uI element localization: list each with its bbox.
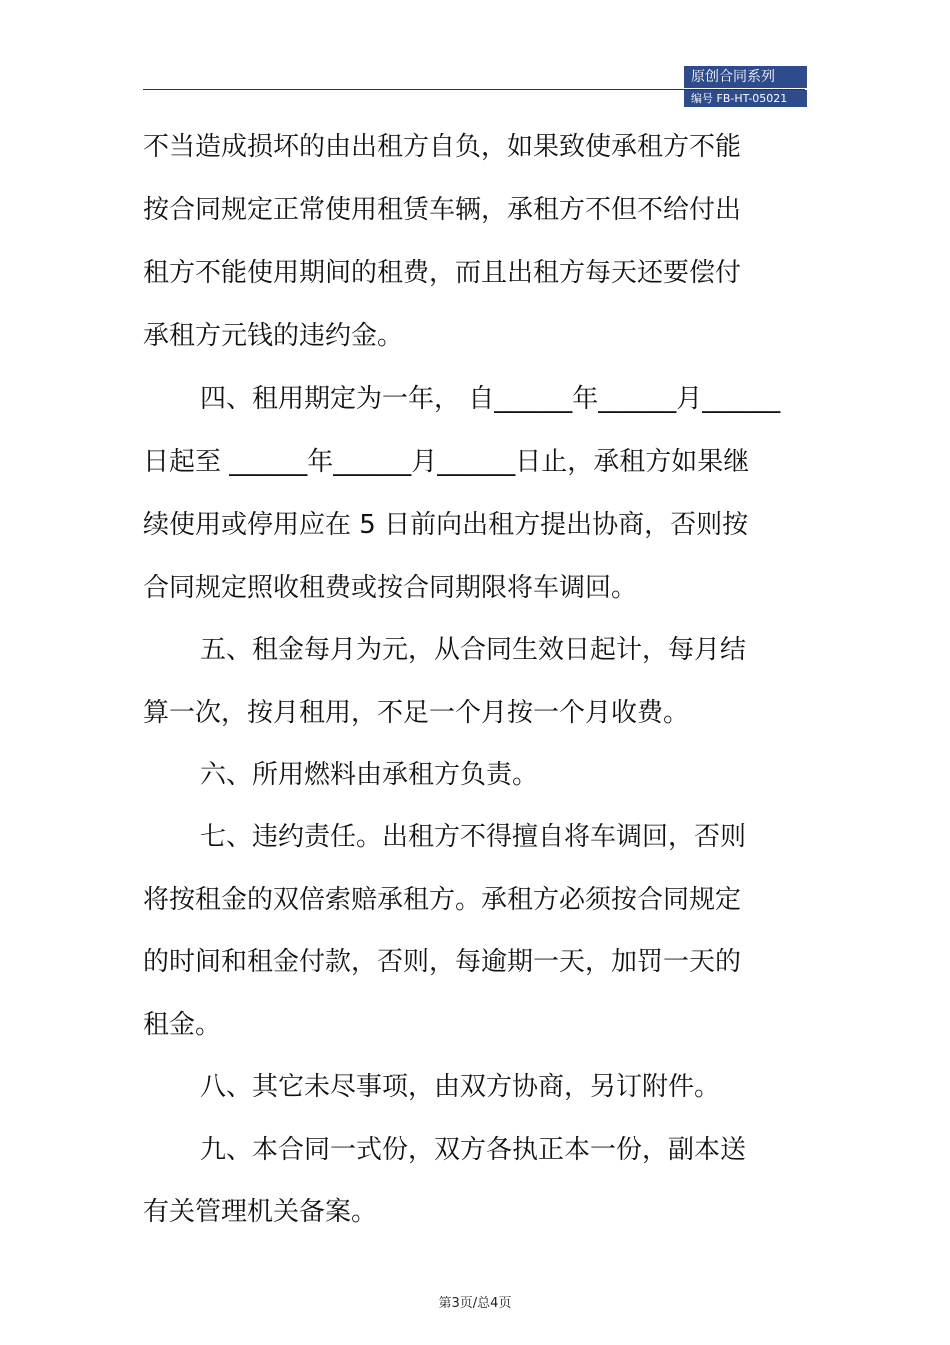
clause-8-start: 八、其它未尽事项，由双方协商，另订附件。 <box>200 1072 721 1102</box>
body-line: 租金。 <box>143 1010 222 1040</box>
body-line: 租方不能使用期间的租费，而且出租方每天还要偿付 <box>143 258 742 288</box>
body-line: 不当造成损坏的由出租方自负，如果致使承租方不能 <box>143 132 742 162</box>
body-line: 有关管理机关备案。 <box>143 1197 378 1227</box>
body-line: 日起至 ______年______月______日止，承租方如果继 <box>143 447 750 477</box>
page-number: 第3页/总4页 <box>438 1296 512 1311</box>
series-badge: 原创合同系列 <box>684 66 807 88</box>
clause-9-start: 九、本合同一式份，双方各执正本一份，副本送 <box>200 1135 747 1165</box>
document-code-badge: 编号 FB-HT-05021 <box>684 90 807 107</box>
body-line: 按合同规定正常使用租赁车辆，承租方不但不给付出 <box>143 195 742 225</box>
body-line: 续使用或停用应在 5 日前向出租方提出协商，否则按 <box>143 510 749 540</box>
body-line: 承租方元钱的违约金。 <box>143 321 404 351</box>
clause-5-start: 五、租金每月为元，从合同生效日起计，每月结 <box>200 635 747 665</box>
clause-4-start: 四、租用期定为一年， 自______年______月______ <box>200 384 781 414</box>
body-line: 合同规定照收租费或按合同期限将车调回。 <box>143 573 638 603</box>
clause-6-start: 六、所用燃料由承租方负责。 <box>200 760 539 790</box>
clause-7-start: 七、违约责任。出租方不得擅自将车调回，否则 <box>200 822 747 852</box>
body-line: 的时间和租金付款，否则，每逾期一天，加罚一天的 <box>143 947 742 977</box>
body-line: 算一次，按月租用，不足一个月按一个月收费。 <box>143 698 690 728</box>
body-line: 将按租金的双倍索赔承租方。承租方必须按合同规定 <box>143 885 742 915</box>
